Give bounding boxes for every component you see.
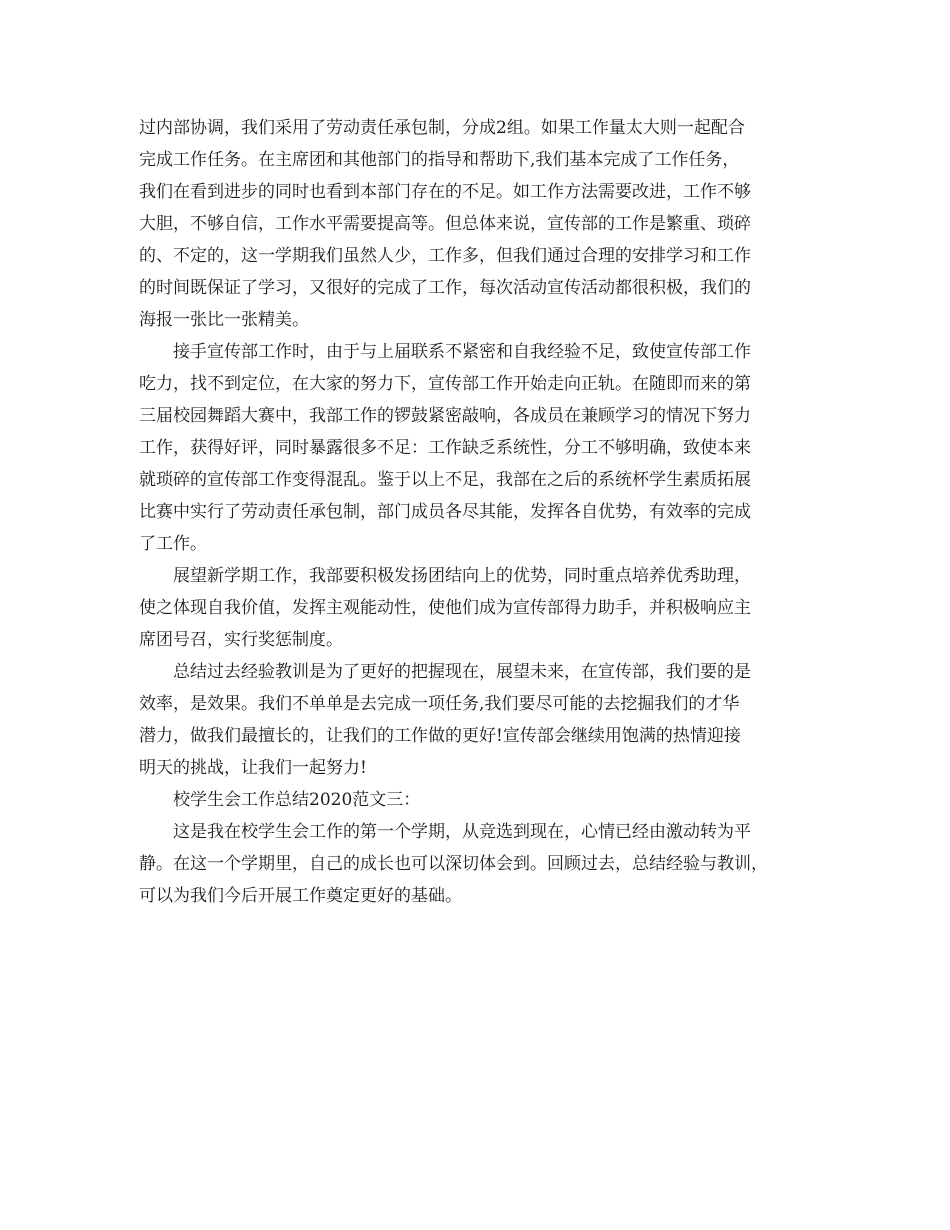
document-body bbox=[139, 112, 839, 912]
paragraph bbox=[139, 112, 839, 336]
text-line: 三届校园舞蹈大赛中，我部工作的锣鼓紧密敲响，各成员在兼顾学习的情况下努力 bbox=[139, 406, 751, 426]
text-line: 席团号召，实行奖惩制度。 bbox=[139, 630, 343, 650]
text-line: 过内部协调，我们采用了劳动责任承包制，分成2组。如果工作量太大则一起配合 bbox=[139, 118, 745, 138]
text-line: 明天的挑战，让我们一起努力! bbox=[139, 758, 367, 778]
paragraph bbox=[139, 656, 839, 784]
text-line: 的时间既保证了学习，又很好的完成了工作，每次活动宣传活动都很积极，我们的 bbox=[139, 278, 751, 298]
text-line: 大胆，不够自信，工作水平需要提高等。但总体来说，宣传部的工作是繁重、琐碎 bbox=[139, 214, 751, 234]
text-line: 效率，是效果。我们不单单是去完成一项任务,我们要尽可能的去挖掘我们的才华 bbox=[139, 694, 740, 714]
paragraph bbox=[139, 816, 839, 912]
text-line: 展望新学期工作，我部要积极发扬团结向上的优势，同时重点培养优秀助理， bbox=[173, 566, 751, 586]
text-line: 校学生会工作总结2020范文三： bbox=[173, 790, 421, 810]
text-line: 就琐碎的宣传部工作变得混乱。鉴于以上不足，我部在之后的系统杯学生素质拓展 bbox=[139, 470, 751, 490]
text-line: 使之体现自我价值，发挥主观能动性，使他们成为宣传部得力助手，并积极响应主 bbox=[139, 598, 751, 618]
text-line: 接手宣传部工作时，由于与上届联系不紧密和自我经验不足，致使宣传部工作 bbox=[173, 342, 751, 362]
paragraph bbox=[139, 336, 839, 560]
text-line: 吃力，找不到定位，在大家的努力下，宣传部工作开始走向正轨。在随即而来的第 bbox=[139, 374, 751, 394]
text-line: 海报一张比一张精美。 bbox=[139, 310, 309, 330]
text-line: 这是我在校学生会工作的第一个学期，从竞选到现在，心情已经由激动转为平 bbox=[173, 822, 751, 842]
text-line: 可以为我们今后开展工作奠定更好的基础。 bbox=[139, 886, 462, 906]
text-line: 比赛中实行了劳动责任承包制，部门成员各尽其能，发挥各自优势，有效率的完成 bbox=[139, 502, 751, 522]
text-line: 了工作。 bbox=[139, 534, 207, 554]
section-heading bbox=[139, 784, 839, 816]
text-line: 总结过去经验教训是为了更好的把握现在，展望未来，在宣传部，我们要的是 bbox=[173, 662, 751, 682]
text-line: 潜力，做我们最擅长的，让我们的工作做的更好!宣传部会继续用饱满的热情迎接 bbox=[139, 726, 741, 746]
paragraph bbox=[139, 560, 839, 656]
text-line: 工作，获得好评，同时暴露很多不足：工作缺乏系统性，分工不够明确，致使本来 bbox=[139, 438, 751, 458]
text-line: 完成工作任务。在主席团和其他部门的指导和帮助下,我们基本完成了工作任务， bbox=[139, 150, 740, 170]
text-line: 静。在这一个学期里，自己的成长也可以深切体会到。回顾过去，总结经验与教训， bbox=[139, 854, 768, 874]
text-line: 的、不定的，这一学期我们虽然人少，工作多，但我们通过合理的安排学习和工作 bbox=[139, 246, 751, 266]
text-line: 我们在看到进步的同时也看到本部门存在的不足。如工作方法需要改进，工作不够 bbox=[139, 182, 751, 202]
